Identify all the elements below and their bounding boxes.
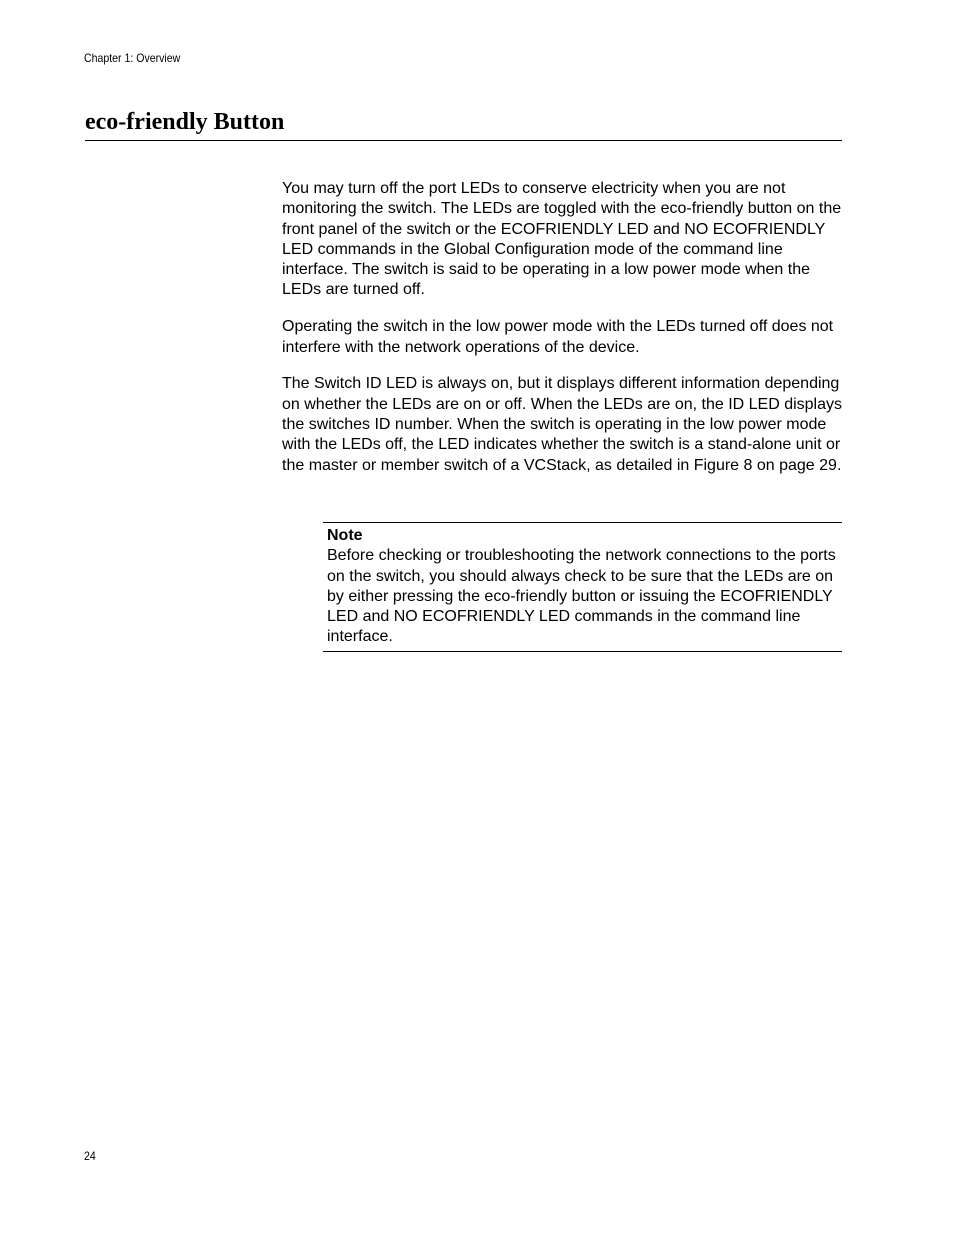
paragraph-led-toggle: You may turn off the port LEDs to conserve electricity when you are not monitoring the switch. The LEDs are toggled with the eco-friendly button on the front panel of the switch or the ECOFRIENDLY LED and NO ECOFRIENDLY LED commands in the Global Configuration mode of the command line interface. The switch is said to be operating in a low power mode when the LEDs are turned off. <box>282 180 842 299</box>
title-rule <box>85 140 842 141</box>
paragraph-low-power: Operating the switch in the low power mode with the LEDs turned off does not interfere with the network operations of the device. <box>282 318 834 356</box>
page-number: 24 <box>84 1149 96 1163</box>
note-label: Note <box>327 527 363 544</box>
running-header: Chapter 1: Overview <box>84 51 181 65</box>
section-title: eco-friendly Button <box>85 109 285 135</box>
body-text <box>282 179 842 492</box>
note-text: Before checking or troubleshooting the network connections to the ports on the switch, you should always check to be sure that the LEDs are on by either pressing the eco-friendly button or issuing the ECOFRIENDLY LED and NO ECOFRIENDLY LED commands in the command line interface. <box>327 547 836 646</box>
paragraph-switch-id-led: The Switch ID LED is always on, but it displays different information depending on whether the LEDs are on or off. When the LEDs are on, the ID LED displays the switches ID number. When the switch is operating in the low power mode with the LEDs off, the LED indicates whether the switch is a stand-alone unit or the master or member switch of a VCStack, as detailed in Figure 8 on page 29. <box>282 375 843 474</box>
note-box <box>323 522 842 652</box>
